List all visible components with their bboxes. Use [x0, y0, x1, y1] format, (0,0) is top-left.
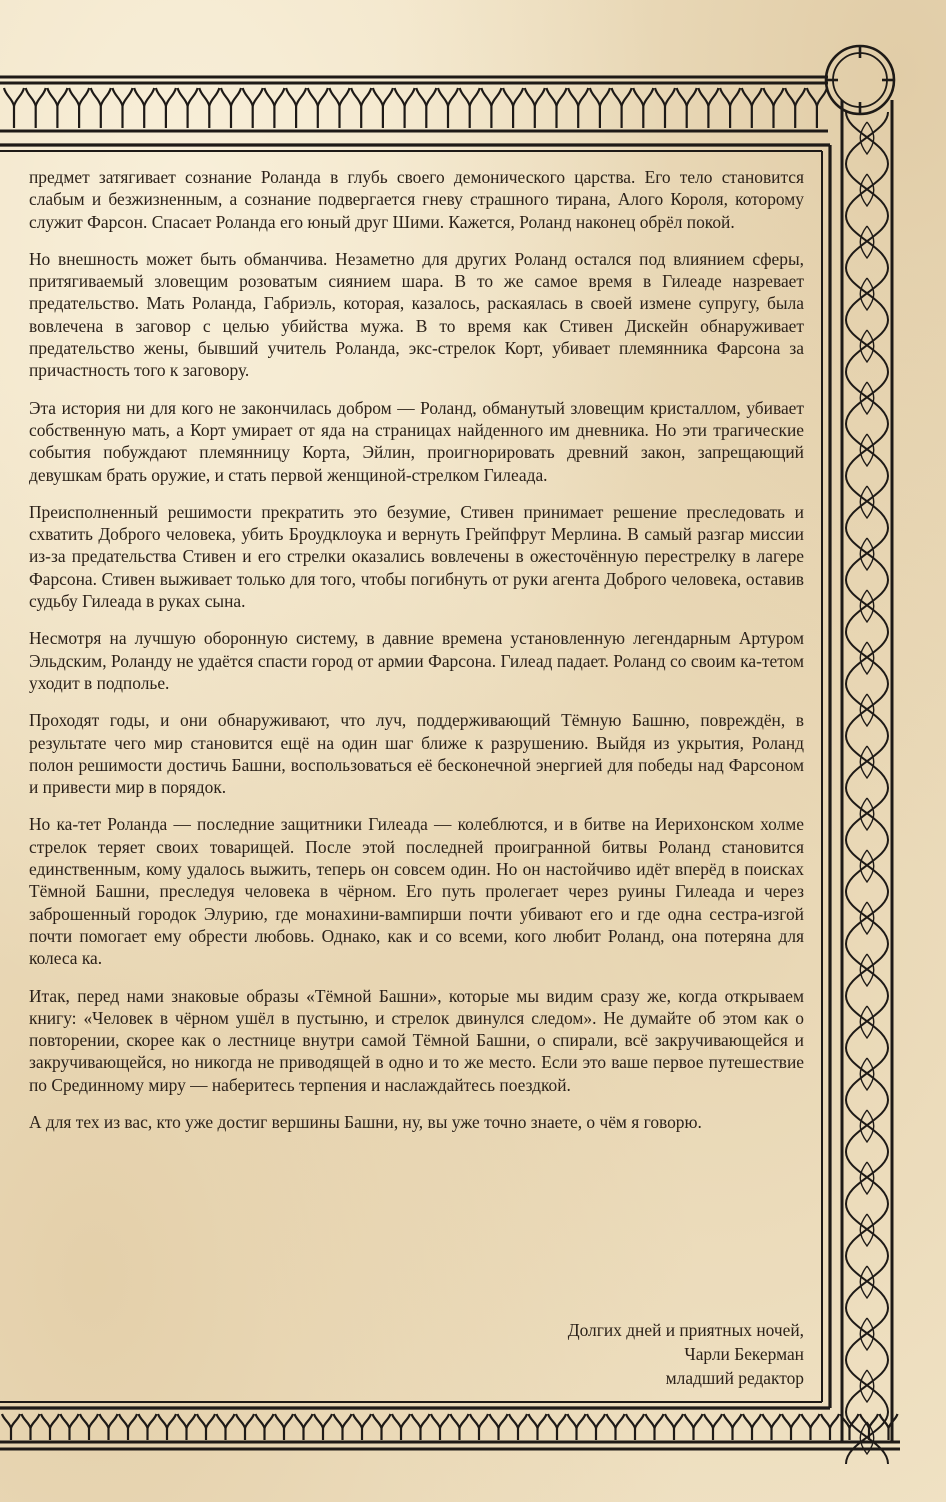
paragraph: Эта история ни для кого не закончилась добром — Роланд, обманутый зловещим кристаллом, убивает собственную мать, а Корт умирает от яда на страницах найденного им дневника. Но эти трагические события побуждают племянницу Корта, Эйлин, проигнорировать древний закон, запрещающий девушкам брать оружие, и стать первой женщиной-стрелком Гилеада.: [29, 397, 804, 485]
paragraph: Проходят годы, и они обнаруживают, что луч, поддерживающий Тёмную Башню, повреждён, в результате чего мир становится ещё на один шаг ближе к разрушению. Выйдя из укрытия, Роланд полон решимости достичь Башни, воспользоваться её бесконечной энергией для победы над Фарсоном и привести мир в порядок.: [29, 710, 804, 798]
signature-closing: Долгих дней и приятных ночей,: [567, 1320, 804, 1340]
paragraph: Несмотря на лучшую оборонную систему, в давние времена установленную легендарным Артуром Эльдским, Роланду не удаётся спасти город от армии Фарсона. Гилеад падает. Роланд со своим ка-тетом уходит в подполье.: [29, 628, 804, 693]
right-braided-pillar: [846, 112, 888, 1464]
corner-medallion-icon: [826, 46, 894, 114]
top-tooth-band: [4, 88, 827, 128]
paragraph: предмет затягивает сознание Роланда в глубь своего демонического царства. Его тело становится слабым и безжизненным, а сознание подвергается гневу страшного тирана, Алого Короля, которому служит Фарсон. Спасает Роланда его юный друг Шими. Кажется, Роланд наконец обрёл покой.: [29, 167, 804, 232]
signature-block: [568, 1318, 804, 1390]
paragraph: Но ка-тет Роланда — последние защитники Гилеада — колеблются, и в битве на Иерихонском холме стрелок теряет своих товарищей. После этой последней проигранной битвы Роланд становится единственным, кому удалось выжить, теперь он совсем один. Но он настойчиво идёт вперёд в поисках Тёмной Башни, преследуя человека в чёрном. Его путь пролегает через руины Гилеада и через заброшенный городок Элурию, где монахини-вампирши почти убивают его и где одна сестра-изгой почти помогает ему обрести любовь. Однако, как и со всеми, кого любит Роланд, она потеряна для колеса ка.: [29, 814, 804, 969]
paragraph: Но внешность может быть обманчива. Незаметно для других Роланд остался под влиянием сферы, притягиваемый зловещим розоватым сиянием шара. В то же самое время в Гилеаде назревает предательство. Мать Роланда, Габриэль, которая, казалось, раскаялась в своей измене супругу, была вовлечена в заговор с целью убийства мужа. В то время как Стивен Дискейн обнаруживает предательство жены, бывший учитель Роланда, экс-стрелок Корт, убивает племянника Фарсона за причастность того к заговору.: [29, 248, 804, 381]
article-body: [29, 166, 804, 1148]
paragraph: Преисполненный решимости прекратить это безумие, Стивен принимает решение преследовать и схватить Доброго человека, убить Броудклоука и вернуть Грейпфрут Мерлина. В самый разгар миссии из-за предательства Стивен и его стрелки оказались вовлечены в ожесточённую перестрелку в лагере Фарсона. Стивен выживает только для того, чтобы погибнуть от руки агента Доброго человека, оставив судьбу Гилеада в руках сына.: [29, 501, 804, 612]
signature-role: младший редактор: [665, 1368, 804, 1388]
paragraph: А для тех из вас, кто уже достиг вершины Башни, ну, вы уже точно знаете, о чём я говорю.: [29, 1111, 702, 1132]
bottom-tooth-band: [2, 1414, 898, 1440]
paragraph: Итак, перед нами знаковые образы «Тёмной Башни», которые мы видим сразу же, когда открываем книгу: «Человек в чёрном ушёл в пустыню, и стрелок двинулся следом». Не думайте об этом как о повторении, скорее как о лестнице внутри самой Тёмной Башни, о спирали, всё закручивающейся и закручивающейся, но никогда не приводящей в одно и то же место. Если это ваше первое путешествие по Срединному миру — наберитесь терпения и наслаждайтесь поездкой.: [29, 985, 804, 1095]
signature-author: Чарли Бекерман: [684, 1344, 804, 1364]
